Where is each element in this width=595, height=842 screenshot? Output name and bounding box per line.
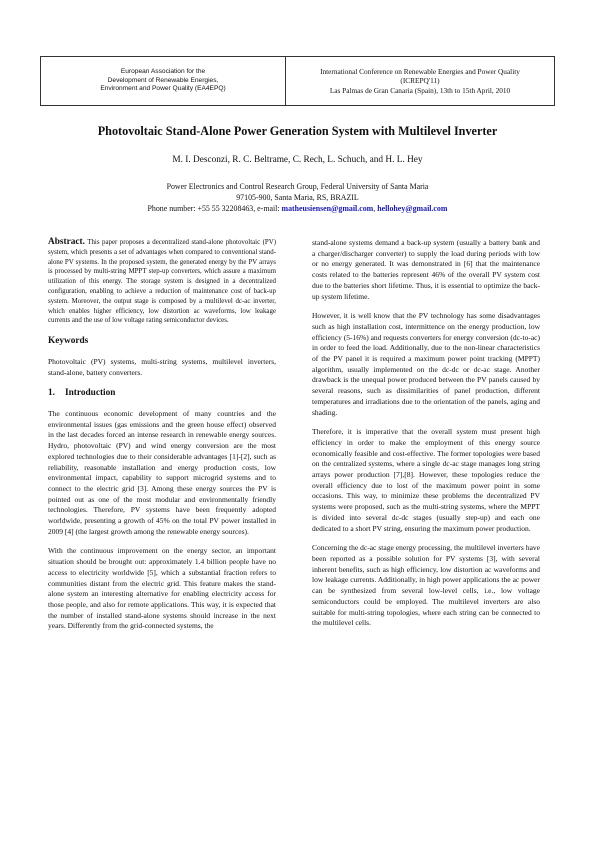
left-column — [48, 238, 276, 632]
affiliation — [40, 181, 555, 215]
affiliation-line: 97105-900, Santa Maria, RS, BRAZIL — [236, 193, 359, 203]
introduction-heading — [48, 388, 276, 399]
contact-prefix: Phone number: +55 55 32208463, e-mail: — [147, 204, 282, 214]
conference-line: International Conference on Renewable Energies and Power Quality — [320, 66, 520, 76]
conference-line: Las Palmas de Gran Canaria (Spain), 13th to 15th April, 2010 — [329, 85, 511, 95]
abstract-text: This paper proposes a decentralized stand-alone photovoltaic (PV) system, which presents a set of advantages when compared to conventional stand-alone PV systems. In the proposed system, the generated energy by the PV arrays is processed by multi-string MPPT step-up converters, which assure a maximum utilization of this energy. The storage system is designed in a decentralized configuration, enabling to achieve a reduction of maintenance cost of back-up system. Moreover, the output stage is composed by a multilevel dc-ac inverter, which enables higher efficiency, low distortion ac waveforms, low leakage currents and the use of low voltage rating semiconductor devices. — [48, 239, 277, 325]
association-block — [41, 57, 286, 105]
conference-header — [40, 56, 555, 106]
right-column — [312, 238, 540, 629]
paper-authors: M. I. Desconzi, R. C. Beltrame, C. Rech, L. Schuch, and H. L. Hey — [172, 155, 423, 165]
contact-line — [40, 203, 555, 214]
association-line: European Association for the — [120, 68, 206, 76]
keywords-heading: Keywords — [48, 336, 89, 347]
email-link-1[interactable]: matheusiensen@gmail.com — [281, 204, 374, 214]
abstract — [48, 238, 276, 326]
abstract-label: Abstract. — [48, 237, 85, 247]
section-number: 1. — [48, 388, 55, 399]
paper-title: Photovoltaic Stand-Alone Power Generation System with Multilevel Inverter — [97, 124, 498, 138]
email-separator: , — [373, 204, 378, 214]
intro-paragraph: With the continuous improvement on the energy sector, an important situation should be brought out: approximately 1.4 billion people have no access to electricity worldwide [5], which a substantial fraction refers to communities distant from the electric grid. This feature makes the stand-alone system an interesting alternative for enabling electricity access for those people, and also for remote applications. This way, it is expected that the number of installed stand-alone systems should increase in the next years. Differently from the grid-connected systems, the — [48, 546, 276, 631]
intro-paragraph: stand-alone systems demand a back-up system (usually a battery bank and a charger/discharger converter) to supply the load during periods with low or no energy generated. It was demonstrated in [6] that the maintenance costs related to the batteries represent 46% of the overall PV system cost due to the batteries short lifetime. Thus, it is essential to optimize the back-up system lifetime. — [312, 238, 540, 301]
intro-paragraph: Concerning the dc-ac stage energy processing, the multilevel inverters have been reported as a possible solution for PV systems [3], with several inherent benefits, such as high efficiency, low distortion ac waveforms and low leakage currents. Additionally, in high power applications the ac power can be synthesized from several low-level cells, i.e., low voltage semiconductors could be employed. The multilevel inverters are also suitable for multi-string topologies, where each string can be connected to the multilevel cells. — [312, 543, 540, 628]
keywords-text: Photovoltaic (PV) systems, multi-string systems, multilevel inverters, stand-alone, battery converters. — [48, 356, 276, 377]
association-line: Environment and Power Quality (EA4EPQ) — [100, 85, 226, 93]
conference-block — [286, 57, 554, 105]
association-line: Development of Renewable Energies, — [107, 76, 219, 84]
affiliation-line: Power Electronics and Control Research Group, Federal University of Santa Maria — [166, 182, 429, 191]
intro-paragraph: The continuous economic development of many countries and the environmental issues (gas emissions and the green house effect) observed in the last decades forced an intense research in renewable energy sources. Hydro, photovoltaic (PV) and wind energy conversion are the most explored technologies due to their considerable advantages [1]-[2], such as reliability, reasonable installation and energy production costs, low environmental impact, capability to support microgrid systems and to connect to the electric grid [3]. Among these energy sources the PV is pointed out as one of the most modular and environmentally friendly technologies. Therefore, PV systems have been frequently adopted worldwide, presenting a growth of 45% on the total PV power installed in 2009 [4] (the largest growth among the renewable energy sources). — [48, 408, 276, 536]
intro-paragraph: However, it is well know that the PV technology has some disadvantages such as high installation cost, intermittence on the energy production, low efficiency (5-16%) and requests converters for energy conversion (dc-to-ac) in order to feed the load. Additionally, due to the non-linear characteristics of the PV panel it is required a maximum power point tracking (MPPT) algorithm, usually implemented on the dc-dc or dc-ac stage. Another drawback is the unequal power produced between the PV panels caused by several reasons, such as dissimilarities of panel production, different temperatures and irradiations due to the orientation of the panels, aging and shading. — [312, 311, 540, 417]
section-title: Introduction — [65, 388, 116, 399]
email-link-2[interactable]: hellohey@gmail.com — [377, 204, 448, 214]
intro-paragraph: Therefore, it is imperative that the overall system must present high efficiency in order to make the employment of this energy source economically feasible and cost-effective. The former topologies were based on the centralized systems, where a single dc-ac stage manages long string arrays power production [7],[8]. However, these topologies reduce the overall efficiency due to lost of the maximum power point in some occasions. This way, to minimize these problems the decentralized PV systems were proposed, such as the multi-string systems, where the MPPT is divided into several dc-dc stages (usually step-up) and each one dedicated to a short PV string, ensuring the maximum power production. — [312, 427, 540, 533]
conference-line: (ICREPQ'11) — [400, 76, 440, 86]
